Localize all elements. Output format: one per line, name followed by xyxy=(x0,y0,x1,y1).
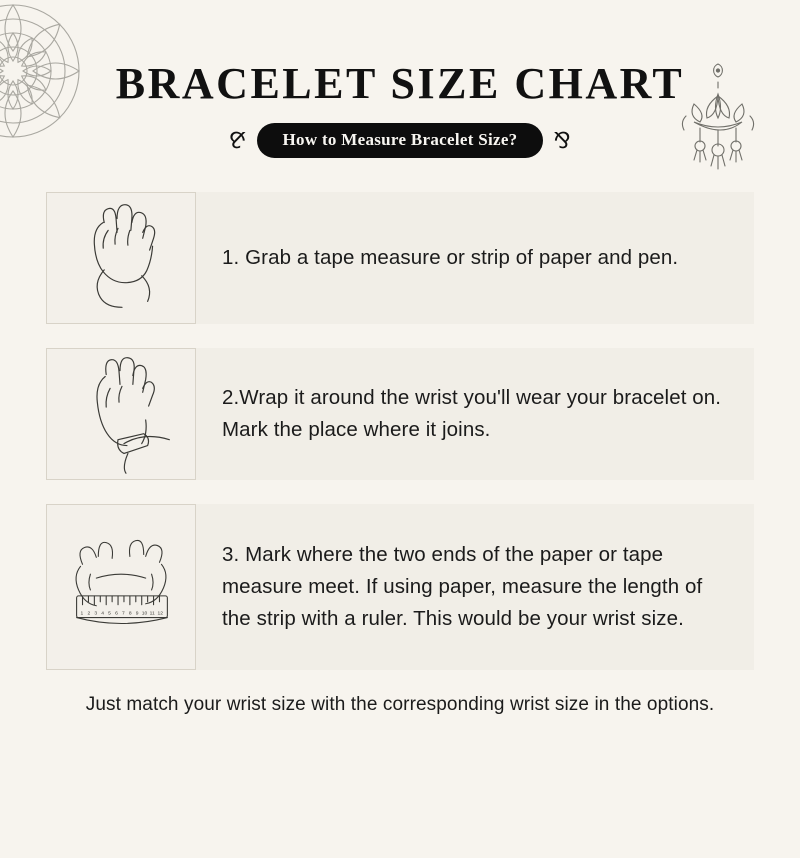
svg-text:10: 10 xyxy=(141,611,148,617)
footer-note: Just match your wrist size with the corresponding wrist size in the options. xyxy=(85,694,715,715)
step-1-row xyxy=(46,192,754,324)
svg-text:7: 7 xyxy=(121,611,125,617)
step-2-row xyxy=(46,348,754,480)
svg-text:8: 8 xyxy=(128,611,132,617)
svg-text:6: 6 xyxy=(115,611,118,617)
svg-text:12: 12 xyxy=(157,611,163,617)
hand-wrist-wrap-illustration xyxy=(46,348,196,480)
svg-text:5: 5 xyxy=(108,611,111,617)
step-2-text: 2.Wrap it around the wrist you'll wear your bracelet on. Mark the place where it joins. xyxy=(222,386,722,441)
hand-fist-illustration xyxy=(46,192,196,324)
step-1-text: 1. Grab a tape measure or strip of paper and pen. xyxy=(222,246,679,270)
svg-text:4: 4 xyxy=(101,611,105,617)
hands-with-ruler-illustration xyxy=(46,504,196,670)
step-3-row xyxy=(46,504,754,670)
swirl-right-icon: ⅋ xyxy=(553,127,571,153)
step-3-text: 3. Mark where the two ends of the paper or tape measure meet. If using paper, measure the length of the strip with a ruler. This would be your wrist size. xyxy=(222,543,703,630)
swirl-left-icon: ⅋ xyxy=(229,127,247,153)
subtitle-pill: How to Measure Bracelet Size? xyxy=(257,123,544,158)
page-title: BRACELET SIZE CHART xyxy=(115,59,685,108)
svg-text:1: 1 xyxy=(80,611,84,617)
svg-text:3: 3 xyxy=(94,611,98,617)
svg-text:9: 9 xyxy=(135,611,139,617)
svg-text:11: 11 xyxy=(149,611,155,617)
steps-list xyxy=(0,192,800,670)
svg-text:2: 2 xyxy=(87,611,91,617)
subtitle-row xyxy=(0,123,800,158)
